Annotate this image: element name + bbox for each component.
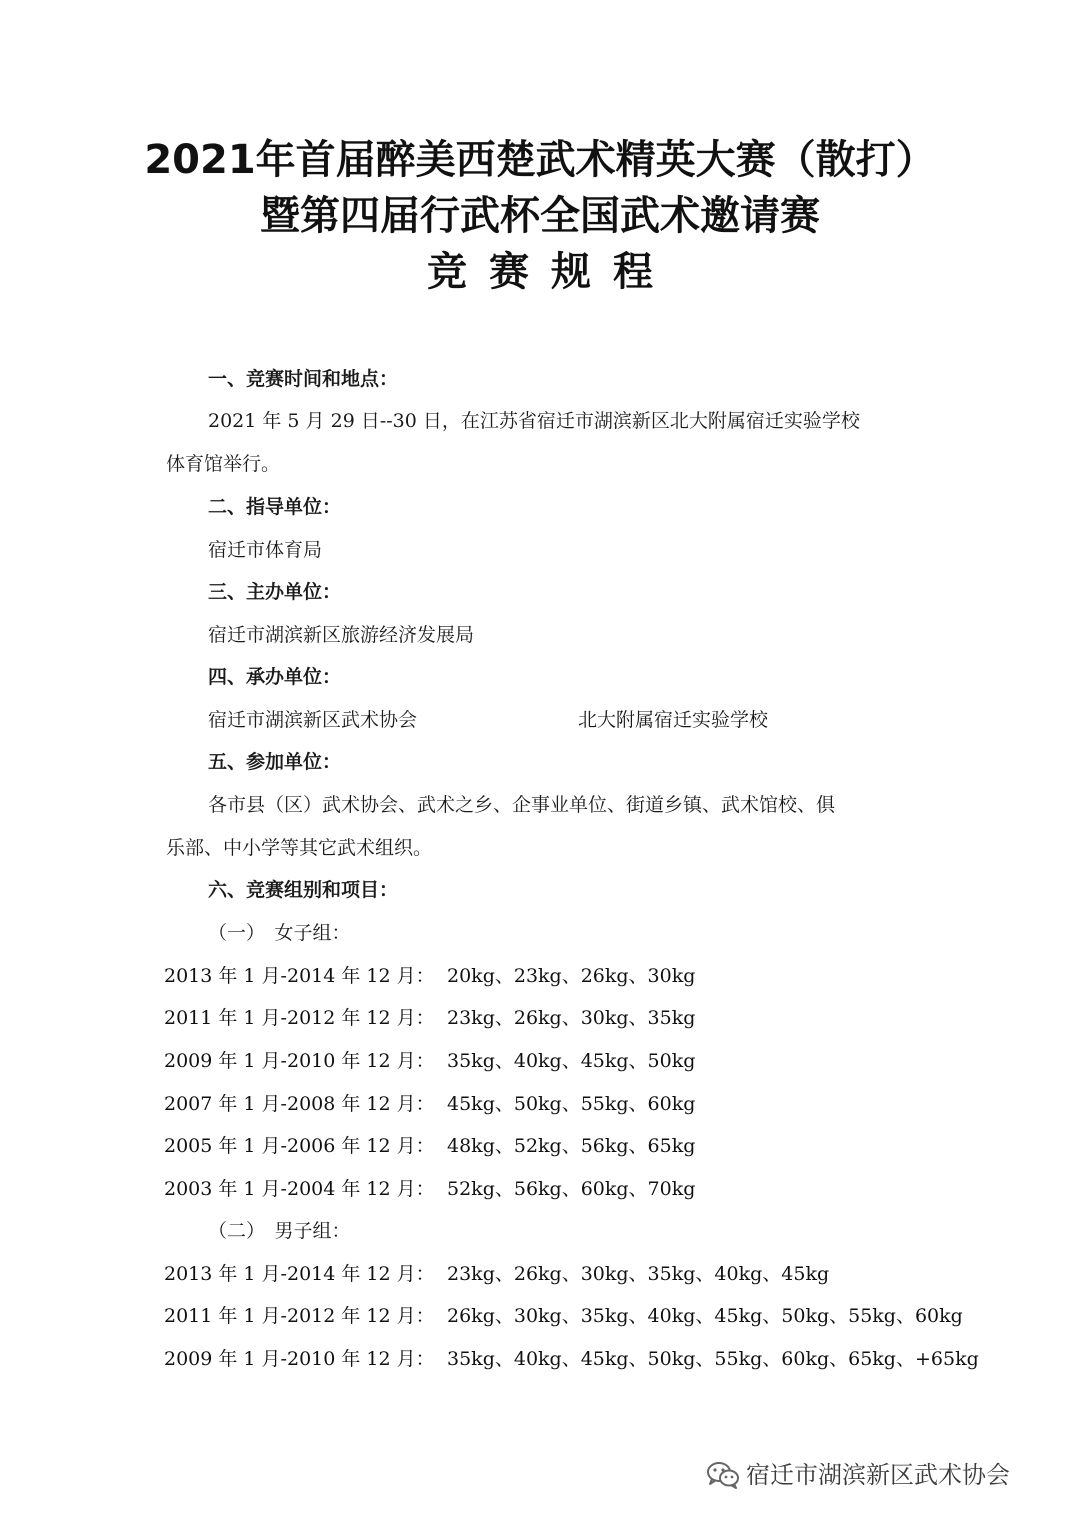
age-range: 2011 年 1 月-2012 年 12 月： — [164, 1007, 435, 1029]
table-row — [164, 1303, 963, 1329]
weight-classes: 23kg、26kg、30kg、35kg、40kg、45kg — [447, 1263, 830, 1285]
section-2-heading: 二、指导单位： — [208, 496, 342, 518]
table-row — [164, 1261, 830, 1287]
age-range: 2005 年 1 月-2006 年 12 月： — [164, 1135, 435, 1157]
wechat-icon — [706, 1461, 740, 1489]
section-3-body: 宿迁市湖滨新区旅游经济发展局 — [208, 624, 475, 646]
age-range: 2003 年 1 月-2004 年 12 月： — [164, 1178, 435, 1200]
age-range: 2013 年 1 月-2014 年 12 月： — [164, 965, 435, 987]
weight-classes: 52kg、56kg、60kg、70kg — [447, 1178, 696, 1200]
table-row — [164, 1133, 696, 1159]
age-range: 2007 年 1 月-2008 年 12 月： — [164, 1093, 435, 1115]
section-1-heading: 一、竞赛时间和地点： — [208, 368, 399, 390]
section-5-body-line-1: 各市县（区）武术协会、武术之乡、企事业单位、街道乡镇、武术馆校、俱 — [208, 794, 836, 816]
section-5-heading: 五、参加单位： — [208, 751, 342, 773]
weight-classes: 35kg、40kg、45kg、50kg — [447, 1050, 696, 1072]
table-row — [164, 1346, 979, 1372]
age-range: 2009 年 1 月-2010 年 12 月： — [164, 1050, 435, 1072]
section-1-body-line-2: 体育馆举行。 — [166, 453, 281, 475]
section-1-text-a: 2021 年 5 月 29 日--30 日，在江苏省宿迁市湖滨新区北大附属宿迁实验学校 — [208, 410, 860, 432]
weight-classes: 23kg、26kg、30kg、35kg — [447, 1007, 696, 1029]
title-line-1: 2021年首届醉美西楚武术精英大赛（散打） — [144, 137, 936, 183]
table-row — [164, 963, 696, 989]
weight-classes: 48kg、52kg、56kg、65kg — [447, 1135, 696, 1157]
section-6-heading: 六、竞赛组别和项目： — [208, 879, 399, 901]
section-4-heading: 四、承办单位： — [208, 666, 342, 688]
section-3-heading: 三、主办单位： — [208, 581, 342, 603]
men-group-label: （二） 男子组： — [208, 1220, 351, 1242]
section-4-body-b: 北大附属宿迁实验学校 — [578, 709, 769, 731]
section-4-body-a: 宿迁市湖滨新区武术协会 — [208, 709, 418, 731]
weight-classes: 45kg、50kg、55kg、60kg — [447, 1093, 696, 1115]
table-row — [164, 1048, 696, 1074]
women-group-label: （一） 女子组： — [208, 922, 351, 944]
age-range: 2013 年 1 月-2014 年 12 月： — [164, 1263, 435, 1285]
weight-classes: 35kg、40kg、45kg、50kg、55kg、60kg、65kg、+65kg — [447, 1348, 979, 1370]
weight-classes: 20kg、23kg、26kg、30kg — [447, 965, 696, 987]
section-1-body-line-1 — [208, 408, 914, 434]
table-row — [164, 1176, 696, 1202]
table-row — [164, 1005, 696, 1031]
title-line-3: 竞赛规程 — [427, 249, 675, 295]
title-line-2: 暨第四届行武杯全国武术邀请赛 — [260, 193, 820, 239]
weight-classes: 26kg、30kg、35kg、40kg、45kg、50kg、55kg、60kg — [447, 1305, 963, 1327]
table-row — [164, 1091, 696, 1117]
age-range: 2011 年 1 月-2012 年 12 月： — [164, 1305, 435, 1327]
watermark — [706, 1458, 1010, 1492]
section-5-body-line-2: 乐部、中小学等其它武术组织。 — [166, 837, 433, 859]
age-range: 2009 年 1 月-2010 年 12 月： — [164, 1348, 435, 1370]
section-2-body: 宿迁市体育局 — [208, 539, 323, 561]
watermark-text: 宿迁市湖滨新区武术协会 — [746, 1461, 1010, 1489]
